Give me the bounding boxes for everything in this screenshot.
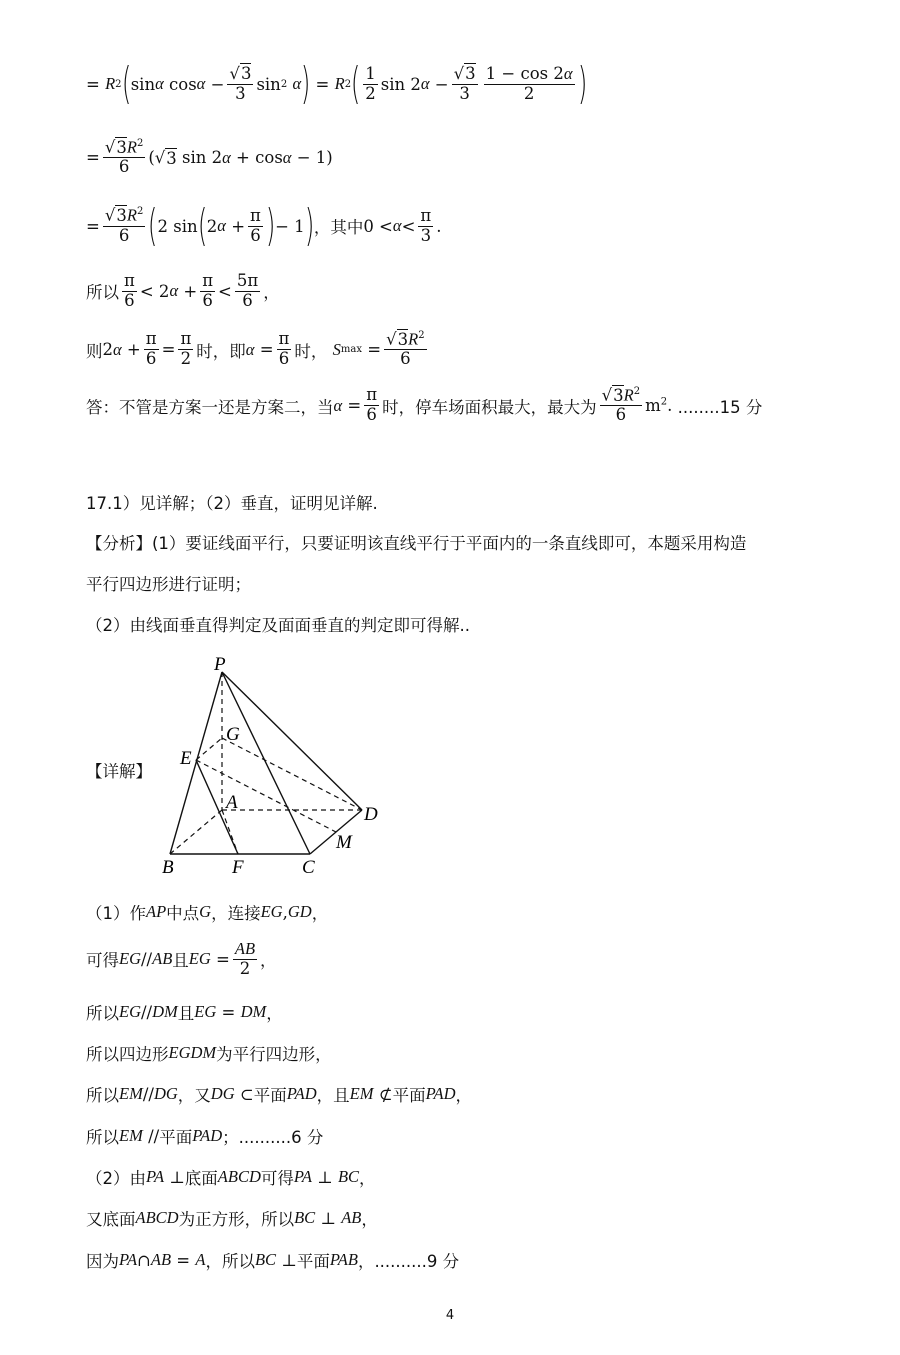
- step-1-b: 中点: [166, 904, 200, 923]
- when-label: 时，即: [196, 341, 246, 361]
- step-4-a: 所以四边形: [86, 1045, 169, 1064]
- step-7: （2）由 PA ⊥ 底面 ABCD 可得 PA ⊥ BC ，: [86, 1167, 376, 1188]
- score-15: ........15 分: [677, 397, 763, 417]
- then-label: 则: [86, 341, 103, 361]
- label-P: P: [214, 654, 226, 675]
- problem-17-title: 17.1）见详解；（2）垂直，证明见详解.: [86, 494, 378, 513]
- formula-line-2: = $\frac{√3R^2}{6}$ ( √ 3 sin 2 α + cos α − 1): [86, 137, 333, 177]
- step-3: 所以 EG // DM 且 EG = DM ，: [86, 1002, 283, 1023]
- step-6-a: 所以: [86, 1128, 119, 1147]
- when-label-2: 时，: [294, 341, 328, 361]
- step-9-b: ，所以: [205, 1252, 255, 1271]
- so-label: 所以: [86, 283, 119, 303]
- step-6: 所以 EM // 平面 PAD ；..........6 分: [86, 1126, 324, 1147]
- label-G: G: [226, 724, 240, 745]
- detail-label: 【详解】: [86, 762, 152, 781]
- edge-PD: [222, 672, 362, 810]
- edge-BA: [170, 810, 222, 854]
- step-2: 可得 EG // AB 且 EG = $\frac{AB}{2}$ ，: [86, 939, 277, 978]
- step-3-b: 且: [177, 1004, 195, 1023]
- step-7-c: 可得: [260, 1169, 294, 1188]
- step-2-a: 可得: [86, 951, 119, 971]
- step-9-d: ，..........9 分: [357, 1252, 460, 1271]
- step-8-a: 又底面: [86, 1210, 136, 1229]
- step-1-c: ，连接: [211, 904, 261, 923]
- step-9-a: 因为: [86, 1252, 119, 1271]
- step-7-b: 底面: [184, 1169, 218, 1188]
- analysis-line-1: 【分析】(1）要证线面平行，只要证明该直线平行于平面内的一条直线即可，本题采用构造: [86, 534, 747, 553]
- label-B: B: [162, 857, 174, 878]
- condition-label: 其中: [330, 218, 364, 237]
- edge-PB: [170, 672, 222, 854]
- segment-EM: [196, 760, 336, 832]
- label-M: M: [336, 832, 352, 853]
- label-D: D: [364, 804, 378, 825]
- answer-line: 答：不管是方案一还是方案二，当 α = $\frac{\pi}{6}$ 时，停车场面积最大，最大为 $\frac{√3R^2}{6}$ $m^2$. ........15 分: [86, 385, 763, 425]
- step-1-a: （1）作: [86, 904, 146, 923]
- formula-line-1: = R 2 ( sin α cos α − $\frac{√3}{3}$ sin 2 α ) = R 2 ( $\frac{1}{2}$ sin 2 α − $\frac{√3}{3}$ $\frac{1 - \cos 2\alpha}{2}$ ): [86, 58, 587, 109]
- step-7-a: （2）由: [86, 1169, 146, 1188]
- pyramid-figure: [150, 652, 400, 882]
- segment-GD: [222, 738, 362, 810]
- page-number: 4: [445, 1308, 455, 1323]
- step-3-a: 所以: [86, 1004, 119, 1023]
- label-A: A: [226, 792, 238, 813]
- step-5-a: 所以: [86, 1086, 119, 1105]
- segment-AF: [222, 810, 238, 854]
- step-2-b: 且: [172, 951, 189, 971]
- step-5-e: 平面: [392, 1086, 426, 1105]
- label-E: E: [180, 748, 192, 769]
- step-5-b: ，又: [177, 1086, 211, 1105]
- label-C: C: [302, 857, 315, 878]
- step-5: 所以 EM // DG ，又 DG ⊂ 平面 PAD ，且 EM ⊄ 平面 PAD ，: [86, 1084, 473, 1105]
- step-5-c: 平面: [253, 1086, 287, 1105]
- step-8-b: 为正方形，所以: [178, 1210, 295, 1229]
- step-4: 所以四边形 EGDM 为平行四边形，: [86, 1043, 332, 1064]
- step-8: 又底面 ABCD 为正方形，所以 BC ⊥ AB ，: [86, 1208, 378, 1229]
- answer-prefix: 答：不管是方案一还是方案二，当: [86, 397, 334, 417]
- step-9-c: 平面: [296, 1252, 330, 1271]
- analysis-line-3: （2）由线面垂直得判定及面面垂直的判定即可得解..: [86, 616, 470, 635]
- formula-line-5: 则 2 α + $\frac{\pi}{6}$ = $\frac{\pi}{2}$ 时，即 α = $\frac{\pi}{6}$ 时， S max = $\frac{√3R^2}{6}$: [86, 329, 425, 369]
- step-6-b: 平面: [159, 1128, 193, 1147]
- analysis-line-2: 平行四边形进行证明；: [86, 575, 251, 594]
- formula-line-3: = $\frac{√3R^2}{6}$ ( 2 sin ( 2 α + $\frac{\pi}{6}$ ) − 1 ) ， 其中 0 < α < $\frac{\pi}{3}$ .: [86, 200, 442, 251]
- answer-mid: 时，停车场面积最大，最大为: [382, 397, 597, 417]
- edge-PC: [222, 672, 310, 854]
- step-5-d: ，且: [316, 1086, 350, 1105]
- step-6-c: ；..........6 分: [222, 1128, 324, 1147]
- step-4-b: 为平行四边形，: [216, 1045, 332, 1064]
- label-F: F: [232, 857, 244, 878]
- step-1: （1）作 AP 中点 G ，连接 EG , GD ，: [86, 902, 329, 923]
- formula-line-4: 所以 $\frac{\pi}{6}$ < 2 α + $\frac{\pi}{6}$ < $\frac{5\pi}{6}$ ，: [86, 271, 280, 310]
- step-9: 因为 PA ∩ AB = A ，所以 BC ⊥ 平面 PAB ，..........9 分: [86, 1250, 460, 1271]
